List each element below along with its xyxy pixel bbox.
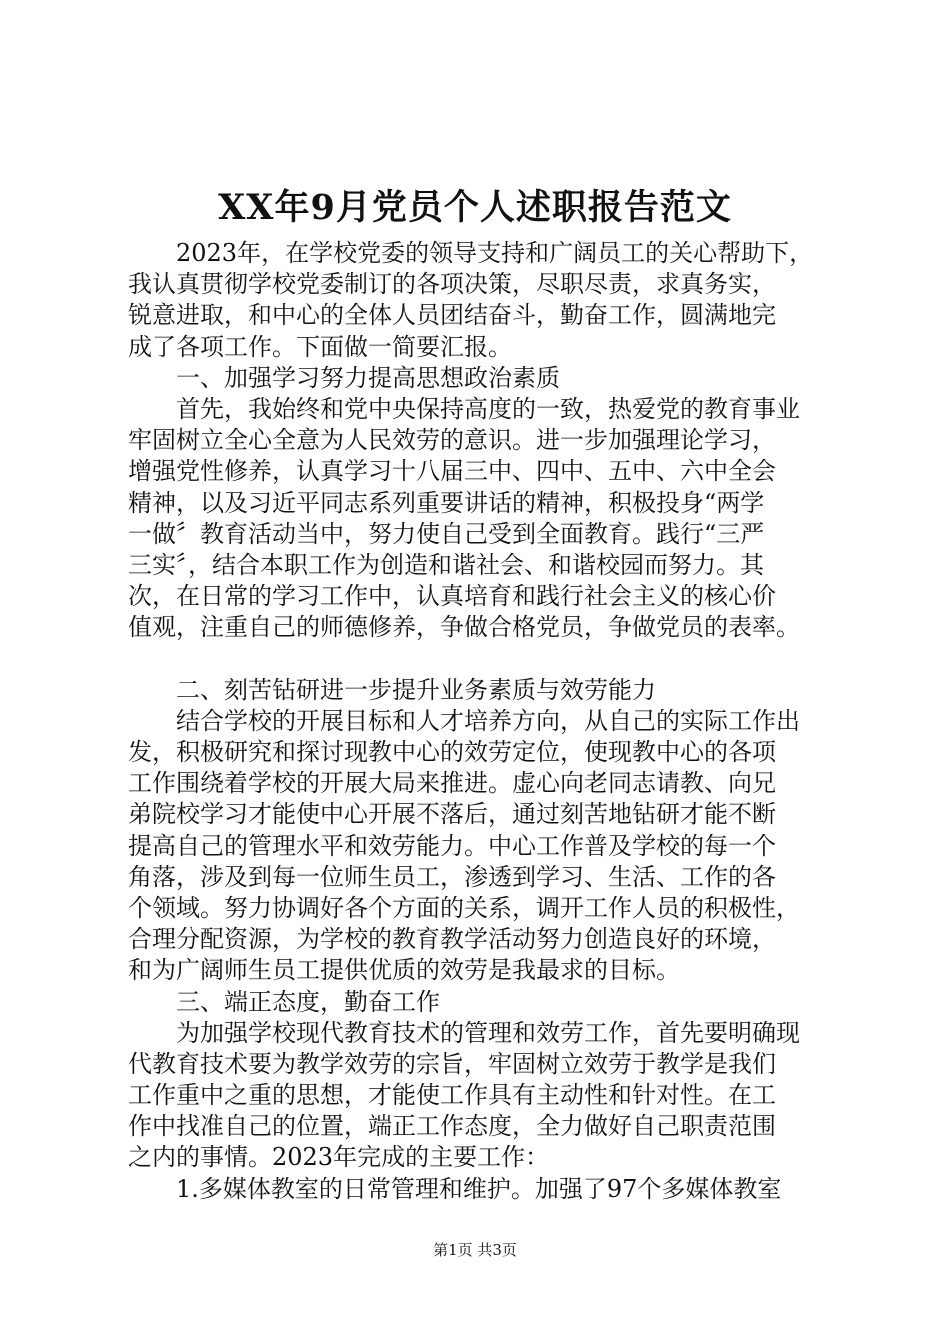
paragraph-line: 2023年，在学校党委的领导支持和广阔员工的关心帮助下，: [176, 239, 814, 267]
paragraph-line: 工作重中之重的思想，才能使工作具有主动性和针对性。在工: [128, 1081, 776, 1110]
paragraph-line: 和为广阔师生员工提供优质的效劳是我最求的目标。: [128, 956, 680, 985]
document-body: [128, 238, 848, 1205]
paragraph-line: 作中找准自己的位置，端正工作态度，全力做好自己职责范围: [128, 1112, 776, 1141]
document-title: XX年9月党员个人述职报告范文: [218, 187, 732, 228]
paragraph-line: 1.多媒体教室的日常管理和维护。加强了97个多媒体教室: [176, 1174, 782, 1203]
paragraph-line: 次，在日常的学习工作中，认真培育和践行社会主义的核心价: [128, 582, 776, 611]
section-heading: 二、刻苦钻研进一步提升业务素质与效劳能力: [176, 675, 656, 704]
paragraph-line: 合理分配资源，为学校的教育教学活动努力创造良好的环境，: [128, 925, 776, 954]
paragraph-line: 精神，以及习近平同志系列重要讲话的精神，积极投身“两学: [128, 488, 765, 517]
blank-line: [128, 643, 848, 674]
page-footer: 第1页 共3页: [433, 1241, 517, 1259]
paragraph-line: 代教育技术要为教学效劳的宗旨，牢固树立效劳于教学是我们: [128, 1049, 776, 1078]
paragraph-line: 首先，我始终和党中央保持高度的一致，热爱党的教育事业: [176, 394, 800, 423]
paragraph-line: 之内的事情。2023年完成的主要工作：: [128, 1143, 550, 1172]
section-heading: 一、加强学习努力提高思想政治素质: [176, 363, 560, 392]
section-heading: 三、端正态度，勤奋工作: [176, 987, 440, 1016]
paragraph-line: 牢固树立全心全意为人民效劳的意识。进一步加强理论学习，: [128, 426, 776, 455]
paragraph-line: 锐意进取，和中心的全体人员团结奋斗，勤奋工作，圆满地完: [128, 301, 776, 330]
paragraph-line: 值观，注重自己的师德修养，争做合格党员，争做党员的表率。: [128, 613, 800, 642]
paragraph-line: 弟院校学习才能使中心开展不落后，通过刻苦地钻研才能不断: [128, 800, 776, 829]
paragraph-line: 结合学校的开展目标和人才培养方向，从自己的实际工作出: [176, 706, 800, 735]
paragraph-line: 提高自己的管理水平和效劳能力。中心工作普及学校的每一个: [128, 831, 776, 860]
paragraph-line: 角落，涉及到每一位师生员工，渗透到学习、生活、工作的各: [128, 862, 776, 891]
paragraph-line: 增强党性修养，认真学习十八届三中、四中、五中、六中全会: [128, 457, 776, 486]
paragraph-line: 我认真贯彻学校党委制订的各项决策，尽职尽责，求真务实，: [128, 270, 776, 299]
paragraph-line: 为加强学校现代教育技术的管理和效劳工作，首先要明确现: [176, 1018, 800, 1047]
paragraph-line: 三实〞，结合本职工作为创造和谐社会、和谐校园而努力。其: [128, 550, 764, 579]
paragraph-line: 工作围绕着学校的开展大局来推进。虚心向老同志请教、向兄: [128, 769, 776, 798]
paragraph-line: 发，积极研究和探讨现教中心的效劳定位，使现教中心的各项: [128, 738, 776, 766]
paragraph-line: 一做〞教育活动当中，努力使自己受到全面教育。践行“三严: [128, 519, 765, 548]
paragraph-line: 个领域。努力协调好各个方面的关系，调开工作人员的积极性，: [128, 893, 800, 922]
paragraph-line: 成了各项工作。下面做一简要汇报。: [128, 332, 512, 361]
